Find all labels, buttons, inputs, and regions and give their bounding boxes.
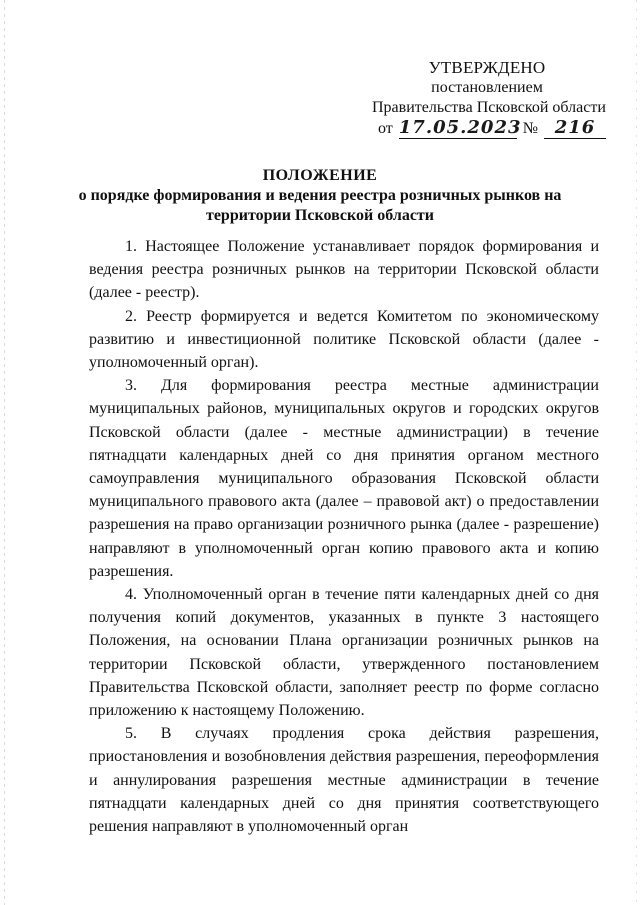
paragraph-2: 2. Реестр формируется и ведется Комитетом по экономическому развитию и инвестиционной политике Псковской области (далее - уполномоченный орган).: [89, 307, 599, 372]
approval-title: УТВЕРЖДЕНО: [428, 58, 546, 77]
scan-edge-right: [636, 0, 637, 905]
date-prefix: от: [378, 120, 393, 137]
approval-line-2: Правительства Псковской области: [372, 99, 606, 116]
handwritten-date: 17.05.2023: [398, 117, 522, 138]
scan-edge-left: [4, 0, 5, 905]
document-subtitle-line-1: о порядке формирования и ведения реестра розничных рынков на: [78, 187, 562, 204]
paragraph-4: 4. Уполномоченный орган в течение пяти календарных дней со дня получения копий документов, указанных в пункте 3 настоящего Положения, на основании Плана организации розничных рынков на территории Псковской области, утвержденного постановлением Правительства Псковской области, заполняет реестр по форме согласно приложению к настоящему Положению.: [89, 586, 599, 720]
number-prefix: №: [522, 120, 539, 137]
document-subtitle-line-2: территории Псковской области: [205, 207, 435, 224]
paragraph-5: 5. В случаях продления срока действия разрешения, приостановления и возобновления действия разрешения, переоформления и аннулирования разрешения местные администрации в течение пятнадцати календарных дней со дня принятия соответствующего решения направляют в уполномоченный орган: [89, 725, 599, 836]
document-title: ПОЛОЖЕНИЕ: [262, 167, 378, 184]
approval-stamp-block: [372, 58, 606, 139]
handwritten-number: 216: [544, 118, 606, 139]
paragraph-1: 1. Настоящее Положение устанавливает порядок формирования и ведения реестра розничных рынков на территории Псковской области (далее - реестр).: [89, 238, 599, 302]
approval-line-1: постановлением: [431, 79, 543, 96]
approval-date-number-row: [372, 118, 602, 139]
paragraph-3: 3. Для формирования реестра местные администрации муниципальных районов, муниципальных округов и городских округов Псковской области (далее - местные администрации) в течение пятнадцати календарных дней со дня принятия органом местного самоуправления муниципального образования Псковской области муниципального правового акта (далее – правовой акт) о предоставлении разрешения на право организации розничного рынка (далее - разрешение) направляют в уполномоченный орган копию правового акта и копию разрешения.: [89, 377, 599, 580]
document-body: [89, 235, 599, 838]
